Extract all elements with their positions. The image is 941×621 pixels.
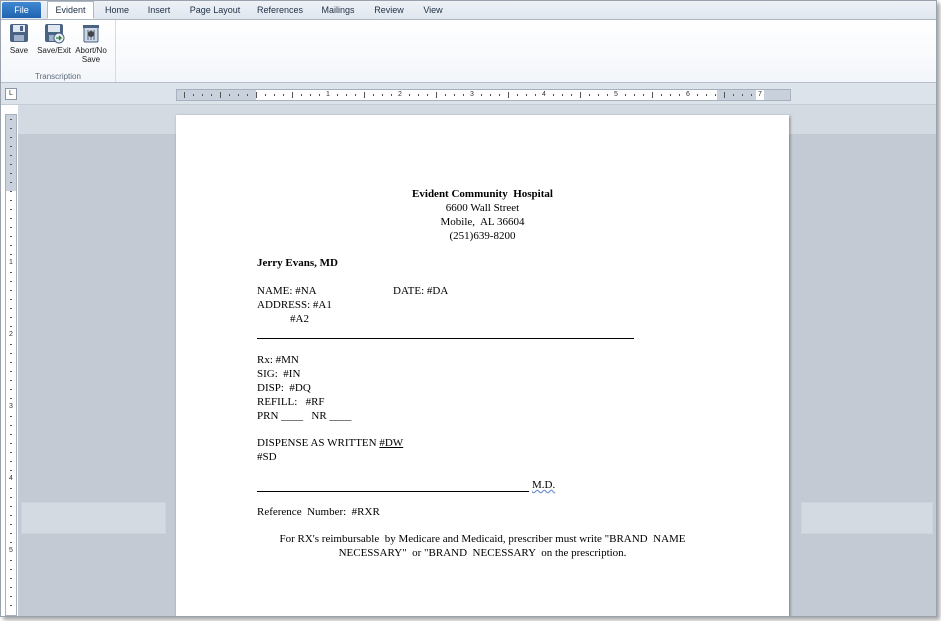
- ruler-tick: [481, 94, 482, 96]
- ruler-tick: [202, 94, 203, 96]
- ruler-tick: [301, 94, 302, 96]
- ribbon-tab-bar: [1, 1, 936, 20]
- ruler-tick: [499, 94, 500, 96]
- ruler-tick: [10, 200, 12, 201]
- ruler-tick: [10, 344, 12, 345]
- right-margin-box: [801, 502, 933, 534]
- ruler-tick: [10, 353, 12, 354]
- ruler-tick: [10, 155, 12, 156]
- ruler-tick: [409, 94, 410, 96]
- ruler-tick: [652, 92, 653, 98]
- ruler-tick: [670, 94, 671, 96]
- ruler-tick: [10, 542, 12, 543]
- tab-home[interactable]: Home: [104, 5, 129, 15]
- ruler-number: 4: [6, 475, 16, 483]
- tab-mailings[interactable]: Mailings: [321, 5, 355, 15]
- ruler-tick: [634, 94, 635, 96]
- ruler-tick: [436, 92, 437, 98]
- ruler-tick: [10, 227, 12, 228]
- ruler-number: 7: [756, 90, 764, 100]
- footer-line-2: NECESSARY" or "BRAND NECESSARY on the prescription.: [338, 547, 627, 559]
- ruler-tick: [10, 389, 12, 390]
- ruler-tick: [10, 398, 12, 399]
- save-label: Save: [9, 46, 29, 55]
- ruler-tick: [562, 94, 563, 96]
- ruler-tick: [337, 94, 338, 96]
- ruler-number: 5: [612, 90, 620, 100]
- daw-code: #DW: [379, 437, 404, 449]
- ruler-tick: [661, 94, 662, 96]
- ruler-tick: [355, 94, 356, 96]
- ruler-tick: [238, 94, 239, 96]
- ruler-tick: [10, 326, 12, 327]
- tab-file[interactable]: File: [2, 2, 41, 18]
- ruler-tick: [10, 578, 12, 579]
- ruler-tick: [10, 560, 12, 561]
- ruler-tick: [607, 94, 608, 96]
- ruler-tick: [10, 245, 12, 246]
- ruler-tick: [10, 137, 12, 138]
- ruler-tick: [454, 94, 455, 96]
- ruler-tick: [751, 94, 752, 96]
- tab-review[interactable]: Review: [374, 5, 404, 15]
- ruler-tick: [10, 443, 12, 444]
- abort-no-save-label: Abort/No Save: [75, 46, 107, 64]
- ruler-tick: [10, 272, 12, 273]
- ruler-tick: [10, 218, 12, 219]
- vertical-ruler[interactable]: [5, 114, 17, 616]
- prn-nr-field: PRN ____ NR ____: [257, 410, 352, 422]
- ruler-tick: [256, 92, 257, 98]
- ruler-tick: [697, 94, 698, 96]
- ruler-tick: [10, 515, 12, 516]
- ruler-tick: [184, 92, 185, 98]
- ruler-tick: [10, 290, 12, 291]
- ruler-number: 1: [6, 259, 16, 267]
- ruler-tick: [319, 94, 320, 96]
- ruler-tick: [580, 92, 581, 98]
- ruler-tick: [10, 533, 12, 534]
- ruler-tick: [10, 371, 12, 372]
- ruler-tick: [724, 92, 725, 98]
- ruler-tick: [10, 506, 12, 507]
- ruler-tick: [346, 94, 347, 96]
- ruler-tick: [292, 92, 293, 98]
- ruler-number: 5: [6, 547, 16, 555]
- ruler-tick: [10, 452, 12, 453]
- disp-field: DISP: #DQ: [257, 382, 311, 394]
- ruler-tick: [679, 94, 680, 96]
- ruler-tick: [643, 94, 644, 96]
- ruler-tick: [229, 94, 230, 96]
- ruler-tick: [10, 128, 12, 129]
- transcription-group-label: Transcription: [35, 72, 81, 81]
- ruler-tick: [10, 173, 12, 174]
- ruler-tick: [220, 92, 221, 98]
- ruler-tick: [625, 94, 626, 96]
- dispense-as-written: [257, 436, 403, 450]
- document-workspace[interactable]: [18, 105, 936, 616]
- ruler-tick: [418, 94, 419, 96]
- save-exit-button[interactable]: [36, 22, 72, 55]
- ruler-tick: [10, 119, 12, 120]
- ruler-tick: [10, 281, 12, 282]
- right-margin-area: [717, 90, 790, 100]
- ruler-tick: [247, 94, 248, 96]
- ruler-tick: [10, 461, 12, 462]
- tab-stop-selector[interactable]: L: [5, 88, 17, 100]
- sd-field: #SD: [257, 451, 277, 463]
- ruler-tick: [10, 425, 12, 426]
- footer-line-1: For RX's reimbursable by Medicare and Medicaid, prescriber must write "BRAND NAME: [279, 533, 686, 545]
- ruler-bar: [1, 83, 936, 105]
- top-margin-area: [6, 115, 16, 191]
- ruler-number: 2: [6, 331, 16, 339]
- ruler-number: 4: [540, 90, 548, 100]
- floppy-exit-icon: [43, 22, 65, 44]
- patient-name-field: NAME: #NA: [257, 285, 317, 297]
- ruler-tick: [571, 94, 572, 96]
- ruler-tick: [364, 92, 365, 98]
- address-field: ADDRESS: #A1: [257, 299, 332, 311]
- ruler-tick: [10, 317, 12, 318]
- save-exit-label: Save/Exit: [37, 46, 71, 55]
- ruler-tick: [10, 146, 12, 147]
- doctor-name: Jerry Evans, MD: [257, 257, 338, 269]
- ruler-tick: [10, 497, 12, 498]
- document-page[interactable]: [176, 115, 789, 617]
- ruler-tick: [10, 569, 12, 570]
- ruler-tick: [10, 380, 12, 381]
- rx-field: Rx: #MN: [257, 354, 299, 366]
- horizontal-ruler[interactable]: [176, 89, 791, 101]
- tab-insert[interactable]: Insert: [147, 5, 171, 15]
- ribbon: [1, 20, 936, 83]
- ruler-tick: [10, 596, 12, 597]
- ruler-tick: [10, 209, 12, 210]
- ruler-tick: [283, 94, 284, 96]
- ruler-tick: [589, 94, 590, 96]
- floppy-disk-icon: [8, 22, 30, 44]
- ruler-tick: [10, 191, 12, 192]
- ruler-tick: [535, 94, 536, 96]
- ruler-tick: [598, 94, 599, 96]
- md-label: M.D.: [532, 479, 556, 491]
- ruler-tick: [10, 236, 12, 237]
- abort-no-save-button[interactable]: [73, 22, 109, 64]
- ruler-tick: [445, 94, 446, 96]
- ruler-number: 3: [6, 403, 16, 411]
- ruler-tick: [526, 94, 527, 96]
- tab-evident[interactable]: Evident: [47, 1, 94, 19]
- date-field: DATE: #DA: [393, 285, 449, 297]
- ruler-tick: [733, 94, 734, 96]
- ruler-tick: [10, 470, 12, 471]
- ruler-tick: [10, 182, 12, 183]
- ruler-tick: [715, 94, 716, 96]
- ruler-tick: [274, 94, 275, 96]
- hospital-city: Mobile, AL 36604: [440, 216, 525, 228]
- sig-field: SIG: #IN: [257, 368, 301, 380]
- ruler-number: 1: [324, 90, 332, 100]
- ruler-tick: [382, 94, 383, 96]
- tab-view[interactable]: View: [423, 5, 443, 15]
- ruler-tick: [193, 94, 194, 96]
- ruler-tick: [391, 94, 392, 96]
- ruler-tick: [742, 94, 743, 96]
- ruler-tick: [508, 92, 509, 98]
- ruler-tick: [265, 94, 266, 96]
- ruler-tick: [10, 587, 12, 588]
- hospital-name: Evident Community Hospital: [412, 188, 553, 200]
- address2-field: #A2: [290, 313, 309, 325]
- ruler-tick: [373, 94, 374, 96]
- ruler-tick: [553, 94, 554, 96]
- ruler-tick: [517, 94, 518, 96]
- ruler-tick: [10, 362, 12, 363]
- transcription-group: [1, 20, 116, 82]
- hospital-phone: (251)639-8200: [449, 230, 516, 242]
- refill-field: REFILL: #RF: [257, 396, 325, 408]
- ruler-tick: [10, 605, 12, 606]
- ruler-tick: [10, 164, 12, 165]
- ruler-tick: [10, 416, 12, 417]
- ruler-number: 3: [468, 90, 476, 100]
- ruler-tick: [10, 524, 12, 525]
- ruler-tick: [10, 299, 12, 300]
- ruler-number: 2: [396, 90, 404, 100]
- reference-number: Reference Number: #RXR: [257, 506, 380, 518]
- ruler-tick: [10, 434, 12, 435]
- horizontal-rule: [257, 338, 634, 339]
- ruler-tick: [706, 94, 707, 96]
- ruler-tick: [490, 94, 491, 96]
- ruler-tick: [310, 94, 311, 96]
- ruler-number: 6: [684, 90, 692, 100]
- tab-page-layout[interactable]: Page Layout: [189, 5, 241, 15]
- ruler-tick: [10, 254, 12, 255]
- left-margin-area: [177, 90, 256, 100]
- trash-can-icon: [80, 22, 102, 44]
- ruler-tick: [463, 94, 464, 96]
- ruler-tick: [427, 94, 428, 96]
- ruler-tick: [211, 94, 212, 96]
- save-button[interactable]: [1, 22, 37, 55]
- signature-line: [257, 491, 529, 492]
- ruler-tick: [10, 488, 12, 489]
- tab-references[interactable]: References: [256, 5, 304, 15]
- ruler-tick: [10, 308, 12, 309]
- left-margin-box: [21, 502, 166, 534]
- daw-label: DISPENSE AS WRITTEN: [257, 437, 380, 449]
- hospital-street: 6600 Wall Street: [445, 202, 520, 214]
